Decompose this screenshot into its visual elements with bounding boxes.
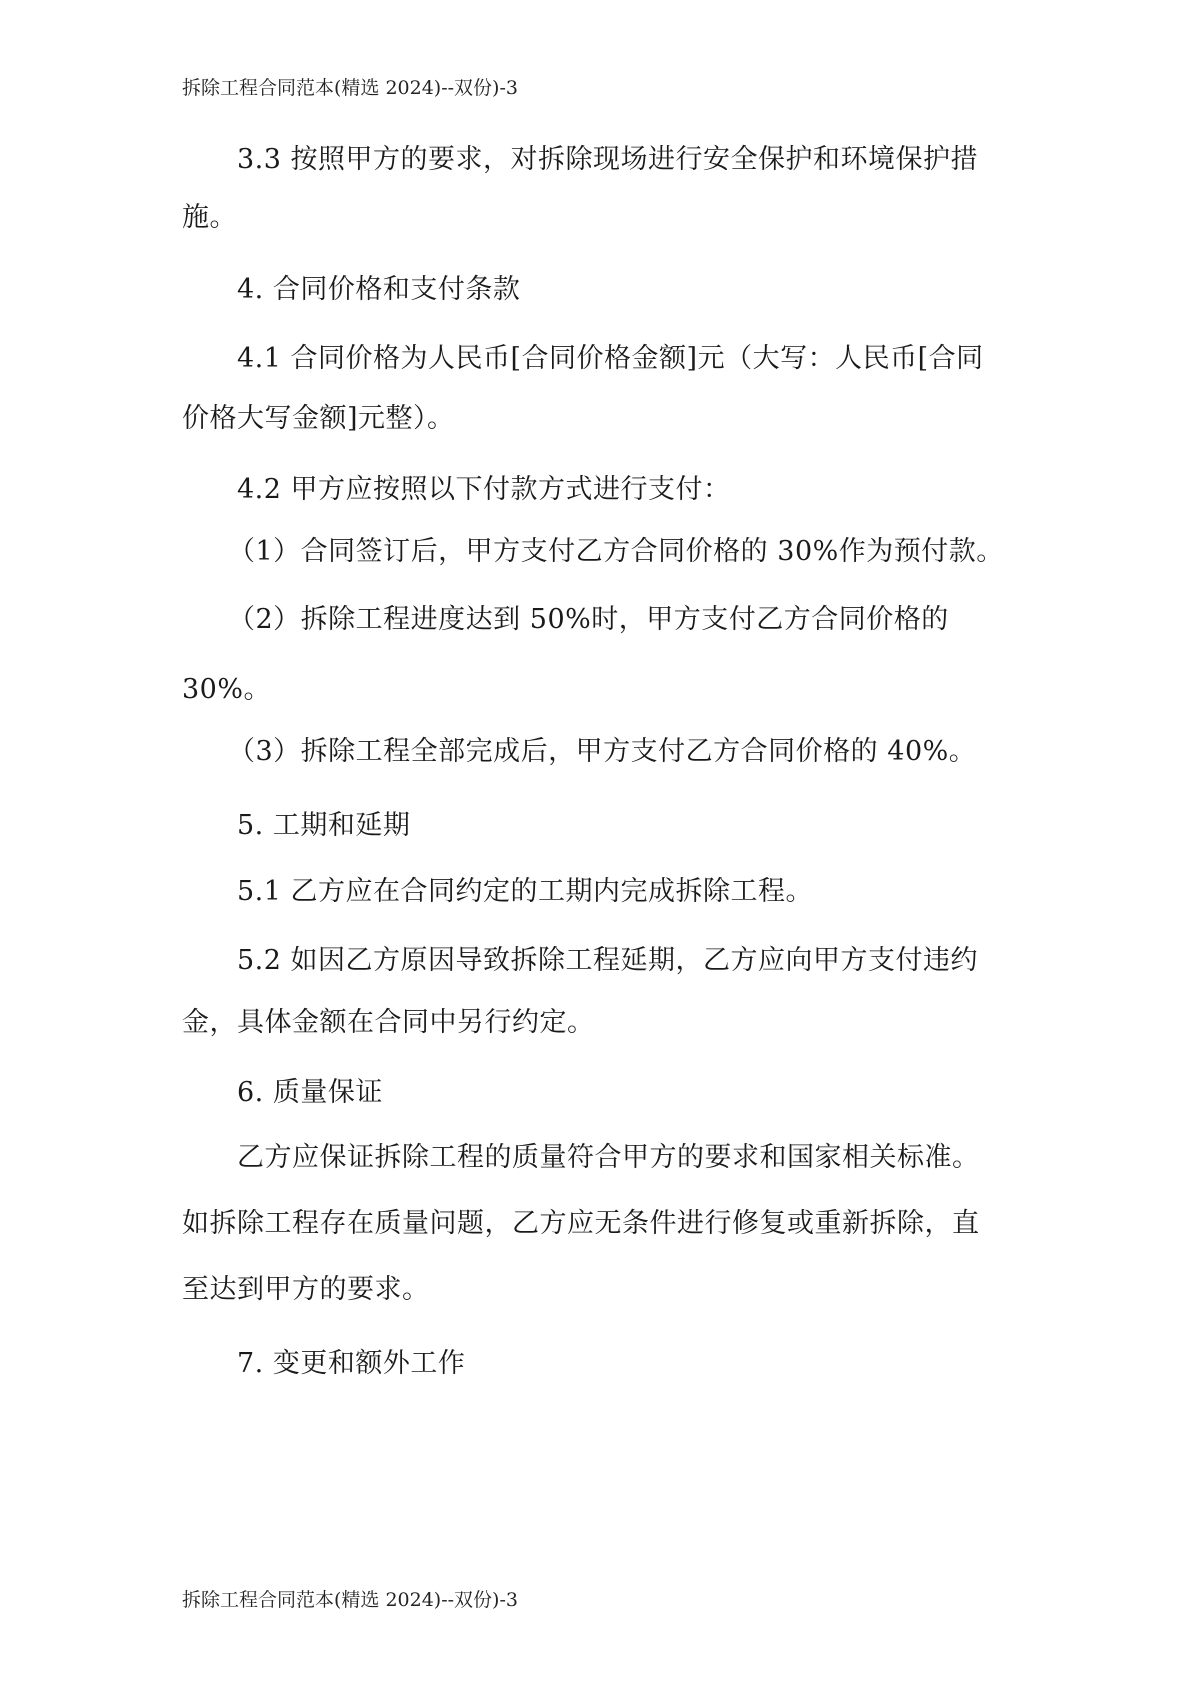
clause-4-1-line-1: 4.1 合同价格为人民币[合同价格金额]元（大写：人民币[合同 (237, 343, 984, 374)
section-5-heading: 5. 工期和延期 (237, 810, 411, 841)
payment-item-3: （3）拆除工程全部完成后，甲方支付乙方合同价格的 40%。 (228, 736, 977, 767)
quality-paragraph-line-3: 至达到甲方的要求。 (182, 1274, 430, 1305)
quality-paragraph-line-2: 如拆除工程存在质量问题，乙方应无条件进行修复或重新拆除，直 (182, 1208, 980, 1239)
running-header: 拆除工程合同范本(精选 2024)--双份)-3 (182, 77, 518, 99)
quality-paragraph-line-1: 乙方应保证拆除工程的质量符合甲方的要求和国家相关标准。 (237, 1142, 980, 1173)
clause-5-2-line-2: 金，具体金额在合同中另行约定。 (182, 1007, 595, 1038)
clause-5-2-line-1: 5.2 如因乙方原因导致拆除工程延期，乙方应向甲方支付违约 (237, 945, 979, 976)
section-4-heading: 4. 合同价格和支付条款 (237, 274, 521, 305)
payment-item-2-line-1: （2）拆除工程进度达到 50%时，甲方支付乙方合同价格的 (228, 604, 949, 635)
clause-3-3-line-2: 施。 (182, 202, 237, 233)
section-7-heading: 7. 变更和额外工作 (237, 1348, 466, 1379)
clause-4-1-line-2: 价格大写金额]元整）。 (182, 403, 455, 434)
payment-item-1: （1）合同签订后，甲方支付乙方合同价格的 30%作为预付款。 (228, 536, 1004, 567)
clause-3-3-line-1: 3.3 按照甲方的要求，对拆除现场进行安全保护和环境保护措 (237, 144, 979, 175)
section-6-heading: 6. 质量保证 (237, 1077, 383, 1108)
clause-4-2: 4.2 甲方应按照以下付款方式进行支付： (237, 474, 731, 505)
running-footer: 拆除工程合同范本(精选 2024)--双份)-3 (182, 1589, 518, 1611)
payment-item-2-line-2: 30%。 (182, 674, 272, 705)
clause-5-1: 5.1 乙方应在合同约定的工期内完成拆除工程。 (237, 876, 814, 907)
